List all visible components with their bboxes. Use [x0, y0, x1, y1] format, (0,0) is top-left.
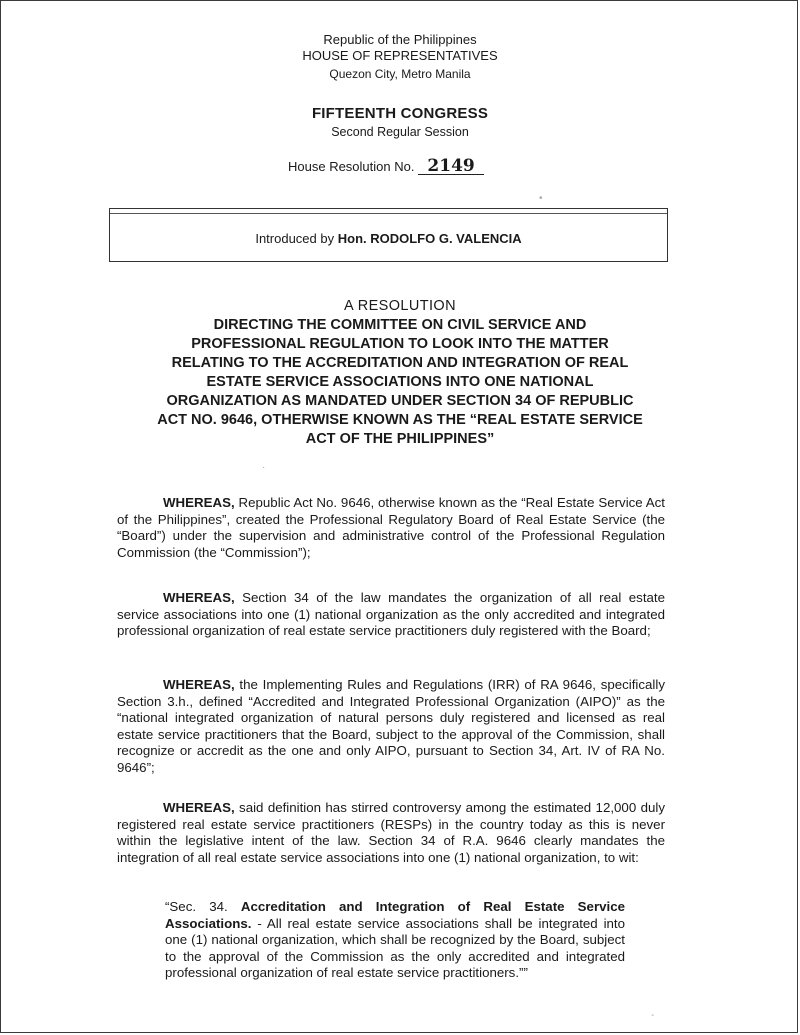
- session-title: Second Regular Session: [331, 125, 469, 139]
- title-line: ACT OF THE PHILIPPINES”: [305, 431, 495, 447]
- scan-speck: ·: [262, 462, 266, 473]
- whereas-text: Republic Act No. 9646, otherwise known as the “Real Estate Service Act of the Philippines”, created the Professional Regulatory Board of Real Estate Service (the “Board”) under the supervision and administrative control of the Professional Regulation Commission (the “Commission”);: [117, 495, 666, 560]
- house-resolution-number: 2149: [418, 158, 484, 175]
- resolution-title: [100, 297, 700, 449]
- quote-text: All real estate service associations shall be integrated into one (1) national organization, which shall be recognized by the Board, subject to the approval of the Commission as the only accredited and integrated professional organization of real estate service practitioners.””: [165, 915, 626, 981]
- header-republic: Republic of the Philippines: [323, 32, 477, 47]
- author-name: Hon. RODOLFO G. VALENCIA: [337, 231, 522, 246]
- whereas-text: said definition has stirred controversy among the estimated 12,000 duly registered real estate service practitioners (RESPs) in the country today as this is never within the legislative intent of the law. Section 34 of R.A. 9646 clearly mandates the integration of all real estate service associations into one (1) national organization, to wit:: [117, 800, 665, 865]
- whereas-clause-2: [117, 590, 665, 640]
- whereas-clause-1: [117, 495, 665, 561]
- whereas-clause-4: [117, 800, 665, 866]
- title-line: ACT NO. 9646, OTHERWISE KNOWN AS THE “REAL ESTATE SERVICE: [157, 412, 643, 428]
- whereas-text: the Implementing Rules and Regulations (IRR) of RA 9646, specifically Section 3.h., defined “Accredited and Integrated Professional Organization (AIPO)” as the “national integrated organization of natural persons duly registered and licensed as real estate service practitioners that the Board, subject to the approval of the Commission, shall recognize or accredit as the one and only AIPO, pursuant to Section 34, Art. IV of RA No. 9646”;: [117, 677, 665, 775]
- title-line: ESTATE SERVICE ASSOCIATIONS INTO ONE NATIONAL: [206, 374, 594, 390]
- resolution-heading: A RESOLUTION: [344, 298, 456, 314]
- house-resolution-label: House Resolution No.: [288, 159, 415, 174]
- scan-speck: -: [651, 1010, 655, 1021]
- introduced-by-box: [109, 208, 668, 262]
- whereas-text: Section 34 of the law mandates the organization of all real estate service associations into one (1) national organization as the only accredited and integrated professional organization of real estate service practitioners duly registered with the Board;: [117, 590, 665, 639]
- introduced-by-line: [110, 231, 667, 246]
- header-location: Quezon City, Metro Manila: [329, 67, 471, 81]
- introduced-by-prefix: Introduced by: [255, 231, 335, 246]
- house-resolution-line: [288, 158, 484, 175]
- whereas-clause-3: [117, 677, 665, 777]
- congress-title: FIFTEENTH CONGRESS: [311, 105, 489, 122]
- scan-speck: •: [539, 193, 543, 204]
- box-inner-rule: [110, 213, 667, 214]
- title-line: ORGANIZATION AS MANDATED UNDER SECTION 34 OF REPUBLIC: [166, 393, 634, 409]
- whereas-keyword: WHEREAS,: [163, 800, 235, 815]
- header-house: HOUSE OF REPRESENTATIVES: [302, 48, 498, 63]
- title-line: PROFESSIONAL REGULATION TO LOOK INTO THE MATTER: [191, 336, 609, 352]
- quoted-section-34: [165, 899, 625, 982]
- title-line: RELATING TO THE ACCREDITATION AND INTEGRATION OF REAL: [171, 355, 629, 371]
- whereas-keyword: WHEREAS,: [163, 495, 235, 510]
- title-line: DIRECTING THE COMMITTEE ON CIVIL SERVICE AND: [213, 317, 587, 333]
- quote-dash: -: [251, 915, 267, 931]
- quote-heading: Accreditation and Integration of Real Estate Service Associations.: [165, 899, 625, 931]
- quote-open: “Sec. 34.: [165, 899, 228, 914]
- whereas-keyword: WHEREAS,: [163, 590, 235, 605]
- whereas-keyword: WHEREAS,: [163, 677, 235, 692]
